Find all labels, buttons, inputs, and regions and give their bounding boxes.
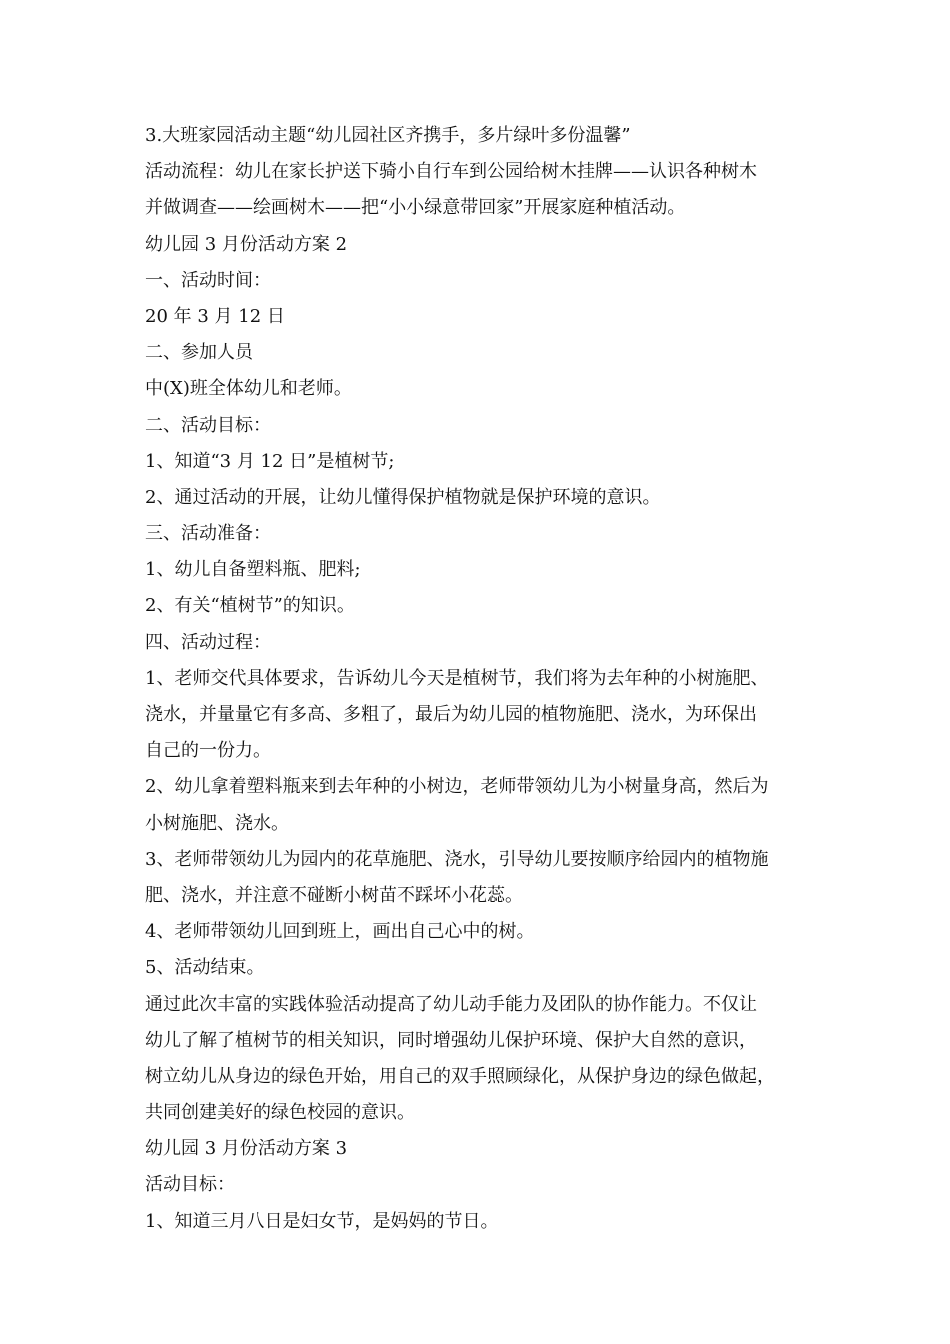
process-step-4: 4、老师带领幼儿回到班上，画出自己心中的树。	[145, 921, 535, 943]
process-step-2-line-1: 2、幼儿拿着塑料瓶来到去年种的小树边，老师带领幼儿为小树量身高，然后为	[145, 776, 769, 798]
summary-line-1: 通过此次丰富的实践体验活动提高了幼儿动手能力及团队的协作能力。不仅让	[145, 993, 757, 1015]
process-step-1-line-3: 自己的一份力。	[145, 740, 271, 762]
section-title-plan-2: 幼儿园 3 月份活动方案 2	[145, 233, 348, 255]
document-body	[145, 118, 835, 1240]
process-step-3-line-1: 3、老师带领幼儿为园内的花草施肥、浇水，引导幼儿要按顺序给园内的植物施	[145, 848, 769, 870]
participants-text: 中(X)班全体幼儿和老师。	[145, 378, 352, 400]
heading-participants: 二、参加人员	[145, 342, 253, 364]
goal-item-1: 1、知道“3 月 12 日”是植树节;	[145, 450, 395, 472]
summary-line-4: 共同创建美好的绿色校园的意识。	[145, 1102, 415, 1124]
preparation-item-2: 2、有关“植树节”的知识。	[145, 595, 355, 617]
process-step-3-line-2: 肥、浇水，并注意不碰断小树苗不踩坏小花蕊。	[145, 884, 523, 906]
process-step-2-line-2: 小树施肥、浇水。	[145, 812, 289, 834]
process-step-5: 5、活动结束。	[145, 957, 265, 979]
process-line-2: 并做调查——绘画树木——把“小小绿意带回家”开展家庭种植活动。	[145, 197, 686, 219]
heading-goals-plan-3: 活动目标：	[145, 1174, 235, 1196]
summary-line-3: 树立幼儿从身边的绿色开始，用自己的双手照顾绿化，从保护身边的绿色做起，	[145, 1065, 775, 1087]
heading-preparation: 三、活动准备：	[145, 523, 271, 545]
process-step-1-line-2: 浇水，并量量它有多高、多粗了，最后为幼儿园的植物施肥、浇水，为环保出	[145, 704, 757, 725]
process-step-1-line-1: 1、老师交代具体要求，告诉幼儿今天是植树节，我们将为去年种的小树施肥、	[145, 667, 769, 689]
process-line-1: 活动流程：幼儿在家长护送下骑小自行车到公园给树木挂牌——认识各种树木	[145, 161, 757, 183]
summary-line-2: 幼儿了解了植树节的相关知识，同时增强幼儿保护环境、保护大自然的意识，	[145, 1029, 757, 1051]
preparation-item-1: 1、幼儿自备塑料瓶、肥料;	[145, 559, 361, 581]
theme-line: 3.大班家园活动主题“幼儿园社区齐携手，多片绿叶多份温馨”	[145, 125, 631, 146]
goal-item-2: 2、通过活动的开展，让幼儿懂得保护植物就是保护环境的意识。	[145, 486, 661, 508]
heading-activity-goals: 二、活动目标：	[145, 414, 271, 436]
activity-date: 20 年 3 月 12 日	[145, 305, 285, 327]
heading-process: 四、活动过程：	[145, 631, 271, 653]
section-title-plan-3: 幼儿园 3 月份活动方案 3	[145, 1138, 348, 1160]
heading-activity-time: 一、活动时间：	[145, 269, 271, 291]
goal-plan-3-item-1: 1、知道三月八日是妇女节，是妈妈的节日。	[145, 1210, 499, 1232]
